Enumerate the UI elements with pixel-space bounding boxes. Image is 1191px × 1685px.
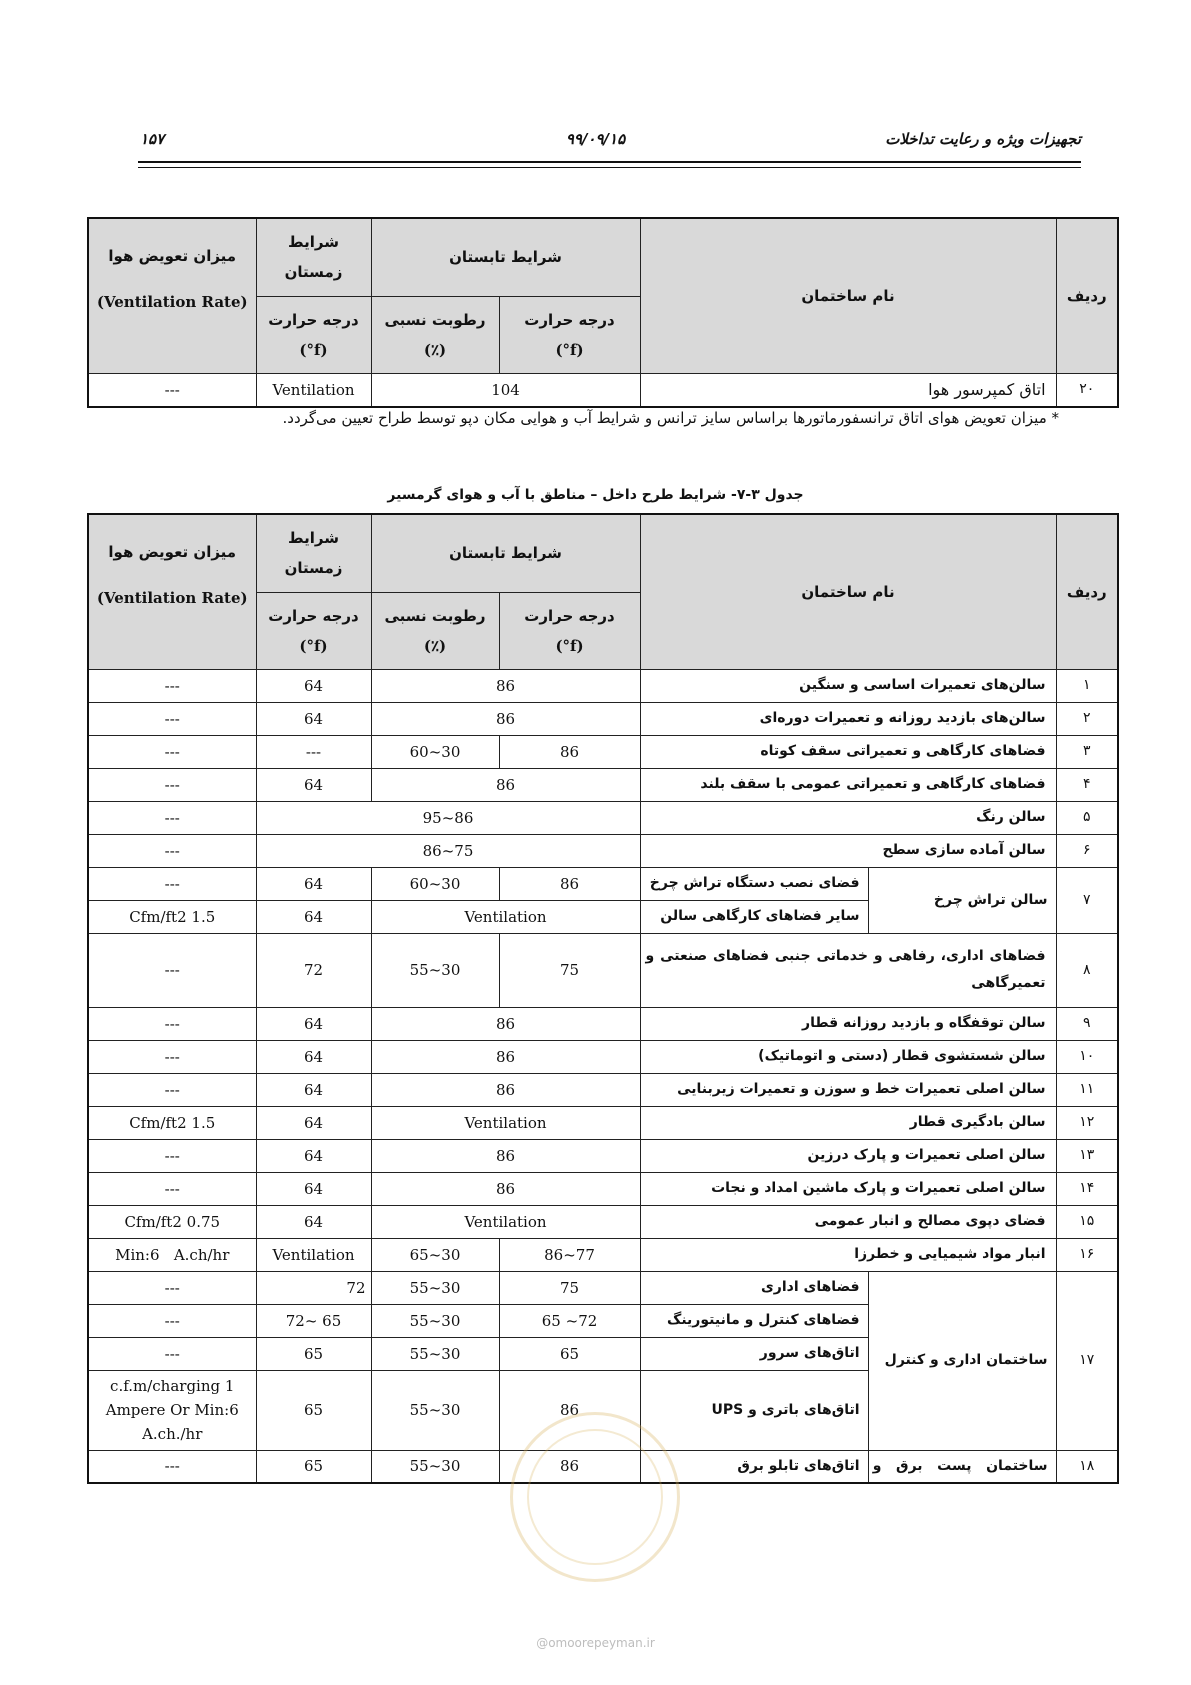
col-winter-temp: درجه حرارت (°f): [256, 296, 371, 373]
table-row: ۷ سالن تراش چرخ فضای نصب دستگاه تراش چرخ 86 30~60 64 ---: [88, 867, 1118, 900]
table-row: ۱۸ ساختمان پست برق و اتاق‌های تابلو برق 86 30~55 65 ---: [88, 1450, 1118, 1483]
col-winter: شرایط زمستان: [256, 218, 371, 296]
table-row: ۱۲ سالن بادگیری قطار Ventilation 64 1.5 Cfm/ft2: [88, 1106, 1118, 1139]
transformer-note: * میزان تعویض هوای اتاق ترانسفورماتورها براساس سایز ترانس و شرایط آب و هوایی مکان دپو توسط طراح تعیین می‌گردد.: [282, 409, 1059, 427]
table-row: ۳ فضاهای کارگاهی و تعمیراتی سقف کوتاه 86 30~60 --- ---: [88, 735, 1118, 768]
table-row: ۱۶ انبار مواد شیمیایی و خطرزا 77~86 30~65 Ventilation Min:6 A.ch/hr: [88, 1238, 1118, 1271]
table-row: اتاق‌های باتری و UPS 86 30~55 65 1 c.f.m/charging Ampere Or Min:6 A.ch./hr: [88, 1370, 1118, 1450]
col-winter: شرایط زمستان: [256, 514, 371, 592]
col-ventilation: میزان تعویض هوا (Ventilation Rate): [88, 218, 256, 373]
table-row: ۲ سالن‌های بازدید روزانه و تعمیرات دوره‌ای 86 64 ---: [88, 702, 1118, 735]
table-row: ۱۰ سالن شستشوی قطار (دستی و اتوماتیک) 86 64 ---: [88, 1040, 1118, 1073]
col-building: نام ساختمان: [640, 218, 1056, 373]
table-row: ۶ سالن آماده سازی سطح 75~86 ---: [88, 834, 1118, 867]
col-radif: ردیف: [1056, 514, 1118, 669]
watermark-url: @omoorepeyman.ir: [536, 1636, 655, 1650]
col-summer-temp: درجه حرارت (°f): [499, 296, 640, 373]
page-number: ۱۵۷: [140, 130, 165, 148]
table-row: ۱۷ ساختمان اداری و کنترل فضاهای اداری 75 30~55 72 ---: [88, 1271, 1118, 1304]
header-date: ۹۹/۰۹/۱۵: [565, 130, 626, 148]
col-building: نام ساختمان: [640, 514, 1056, 669]
table-row: ۱۱ سالن اصلی تعمیرات خط و سوزن و تعمیرات زیربنایی 86 64 ---: [88, 1073, 1118, 1106]
table-row: ۸ فضاهای اداری، رفاهی و خدماتی جنبی فضاهای صنعتی و تعمیرگاهی 75 30~55 72 ---: [88, 933, 1118, 1007]
table-design-conditions: [87, 513, 1119, 1484]
table-row: ۵ سالن رنگ 86~95 ---: [88, 801, 1118, 834]
table-row: ۴ فضاهای کارگاهی و تعمیراتی عمومی با سقف بلند 86 64 ---: [88, 768, 1118, 801]
col-ventilation: میزان تعویض هوا (Ventilation Rate): [88, 514, 256, 669]
col-summer-rh: رطوبت نسبی (٪): [371, 296, 499, 373]
table-row: ۱ سالن‌های تعمیرات اساسی و سنگین 86 64 ---: [88, 669, 1118, 702]
col-winter-temp: درجه حرارت (°f): [256, 592, 371, 669]
table-row: فضاهای کنترل و مانیتورینگ 72~ 65 30~55 65 ~72 ---: [88, 1304, 1118, 1337]
table-row: ۱۵ فضای دپوی مصالح و انبار عمومی Ventilation 64 0.75 Cfm/ft2: [88, 1205, 1118, 1238]
table-row: ۱۳ سالن اصلی تعمیرات و پارک درزین 86 64 ---: [88, 1139, 1118, 1172]
table-row: اتاق‌های سرور 65 30~55 65 ---: [88, 1337, 1118, 1370]
table-continued: [87, 217, 1119, 408]
header-rule-thin: [138, 167, 1081, 168]
table-caption: جدول ۳-۷- شرایط طرح داخل – مناطق با آب و هوای گرمسیر: [387, 487, 804, 503]
col-summer: شرایط تابستان: [371, 514, 640, 592]
col-radif: ردیف: [1056, 218, 1118, 373]
col-summer: شرایط تابستان: [371, 218, 640, 296]
header-rule: [138, 161, 1081, 163]
col-summer-rh: رطوبت نسبی (٪): [371, 592, 499, 669]
table-row: سایر فضاهای کارگاهی سالن Ventilation 64 1.5 Cfm/ft2: [88, 900, 1118, 933]
table-row: ۲۰ اتاق کمپرسور هوا 104 Ventilation ---: [88, 373, 1118, 407]
table-row: ۹ سالن توقفگاه و بازدید روزانه قطار 86 64 ---: [88, 1007, 1118, 1040]
table-row: ۱۴ سالن اصلی تعمیرات و پارک ماشین امداد و نجات 86 64 ---: [88, 1172, 1118, 1205]
watermark-seal-icon: [510, 1412, 680, 1582]
col-summer-temp: درجه حرارت (°f): [499, 592, 640, 669]
header-title: تجهیزات ویژه و رعایت تداخلات: [885, 130, 1081, 148]
